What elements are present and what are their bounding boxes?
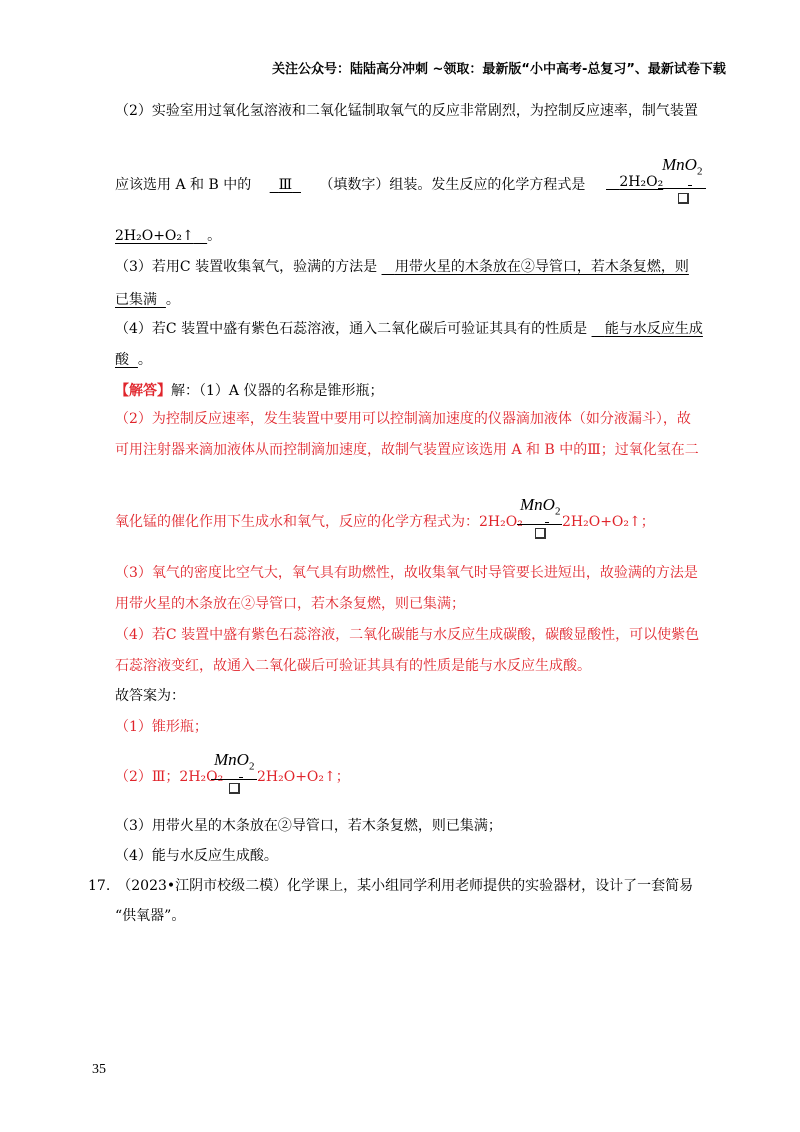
answer-condition-bar bbox=[517, 524, 562, 525]
answer-catalyst-text: MnO bbox=[520, 495, 555, 514]
answer-p2-line2: 可用注射器来滴加液体从而控制滴加速度，故制气装置应该选用 A 和 B 中的Ⅲ；过氧化氢在二 bbox=[115, 442, 699, 458]
final-heat-box bbox=[229, 783, 240, 794]
final-catalyst-label bbox=[214, 750, 254, 772]
answer-catalyst-condition bbox=[517, 495, 562, 543]
q17-line2: “供氧器”。 bbox=[115, 908, 186, 924]
q3-answer-part1 bbox=[382, 259, 689, 275]
q2-line1: （2）实验室用过氧化氢溶液和二氧化锰制取氧气的反应非常剧烈，为控制反应速率，制气装置 bbox=[115, 103, 698, 119]
q2-products: 2H₂O+O₂↑ bbox=[115, 228, 194, 244]
q3-answer-part2-blank bbox=[157, 292, 166, 308]
final-condition-bar bbox=[211, 779, 257, 780]
q2-line2-text-b: （填数字）组装。发生反应的化学方程式是 bbox=[319, 177, 586, 193]
q2-products-blank bbox=[194, 228, 207, 244]
q2-catalyst-condition bbox=[658, 155, 706, 205]
answer-p2-line3-b: 2H₂O+O₂↑； bbox=[562, 514, 655, 530]
q4-answer-part1-text: 能与水反应生成 bbox=[604, 321, 703, 337]
q2-line3-end: 。 bbox=[207, 228, 222, 244]
page-number: 35 bbox=[92, 1062, 106, 1077]
q2-reactant: 2H₂O₂ bbox=[619, 174, 664, 190]
answer-tag: 【解答】 bbox=[115, 383, 171, 399]
answer-intro-text: 解：（1）A 仪器的名称是锥形瓶； bbox=[171, 383, 384, 399]
q4-line2 bbox=[115, 349, 152, 369]
q2-catalyst-dash bbox=[688, 185, 692, 186]
q2-catalyst-text: MnO bbox=[662, 155, 697, 174]
final-answer-1: （1）锥形瓶； bbox=[115, 719, 208, 735]
answer-p4-line2: 石蕊溶液变红，故通入二氧化碳后可验证其具有的性质是能与水反应生成酸。 bbox=[115, 658, 591, 674]
q4-line1-text: （4）若C 装置中盛有紫色石蕊溶液，通入二氧化碳后可验证其具有的性质是 bbox=[115, 321, 588, 337]
q3-line1 bbox=[115, 256, 689, 276]
q2-catalyst-label bbox=[662, 155, 702, 177]
page-header: 关注公众号：陆陆高分冲刺 ~领取：最新版“小中高考-总复习”、最新试卷下载 bbox=[272, 62, 726, 77]
answer-p4-line1: （4）若C 装置中盛有紫色石蕊溶液，二氧化碳能与水反应生成碳酸，碳酸显酸性，可以使紫色 bbox=[115, 627, 700, 643]
final-answer-2-b: 2H₂O+O₂↑； bbox=[257, 769, 350, 785]
q3-line2 bbox=[115, 289, 180, 309]
q3-answer-part1-text: 用带火星的木条放在②导管口，若木条复燃，则 bbox=[394, 259, 689, 275]
final-catalyst-condition bbox=[211, 750, 257, 798]
answer-catalyst-dash bbox=[545, 522, 549, 523]
q4-answer-part2: 酸 bbox=[115, 352, 129, 368]
answer-p3-line1: （3）氧气的密度比空气大，氧气具有助燃性，故收集氧气时导管要长进短出，故验满的方法是 bbox=[115, 565, 698, 581]
answer-catalyst-sub: 2 bbox=[554, 505, 561, 518]
q4-answer-part1 bbox=[592, 321, 703, 337]
final-answer-2-a: （2）Ⅲ；2H₂O₂ bbox=[115, 769, 224, 785]
answer-p2-line3-a: 氧化锰的催化作用下生成水和氧气，反应的化学方程式为：2H₂O₂ bbox=[115, 514, 523, 530]
answer-catalyst-label bbox=[520, 495, 560, 517]
final-catalyst-sub: 2 bbox=[248, 760, 255, 773]
final-catalyst-dash bbox=[239, 777, 243, 778]
q4-line2-end: 。 bbox=[137, 352, 152, 368]
q2-catalyst-sub: 2 bbox=[696, 165, 703, 178]
q3-line1-text: （3）若用C 装置收集氧气，验满的方法是 bbox=[115, 259, 378, 275]
q4-answer-part2-blank bbox=[129, 352, 138, 368]
final-answer-3: （3）用带火星的木条放在②导管口，若木条复燃，则已集满； bbox=[115, 818, 502, 834]
q3-answer-part2: 已集满 bbox=[115, 292, 157, 308]
final-heading: 故答案为： bbox=[115, 688, 185, 704]
answer-p2-line1: （2）为控制反应速率，发生装置中要用可以控制滴加速度的仪器滴加液体（如分液漏斗），故 bbox=[115, 411, 691, 427]
answer-p3-line2: 用带火星的木条放在②导管口，若木条复燃，则已集满； bbox=[115, 596, 465, 612]
answer-heat-box bbox=[535, 528, 546, 539]
q2-line2 bbox=[115, 174, 585, 194]
q2-heat-box bbox=[678, 193, 689, 204]
q2-answer-device bbox=[256, 177, 315, 193]
final-answer-4: （4）能与水反应生成酸。 bbox=[115, 848, 278, 864]
q2-line3 bbox=[115, 225, 221, 245]
q2-answer-device-value: Ⅲ bbox=[278, 177, 293, 193]
q4-line1 bbox=[115, 318, 703, 338]
final-catalyst-text: MnO bbox=[214, 750, 249, 769]
answer-intro bbox=[115, 380, 383, 400]
q17-line1: 17. （2023•江阴市校级二模）化学课上，某小组同学利用老师提供的实验器材，设计了一套简易 bbox=[88, 878, 694, 894]
q2-equation-reactant bbox=[606, 174, 663, 190]
q3-line2-end: 。 bbox=[165, 292, 180, 308]
q2-condition-bar bbox=[658, 188, 706, 189]
q2-line2-text-a: 应该选用 A 和 B 中的 bbox=[115, 177, 252, 193]
